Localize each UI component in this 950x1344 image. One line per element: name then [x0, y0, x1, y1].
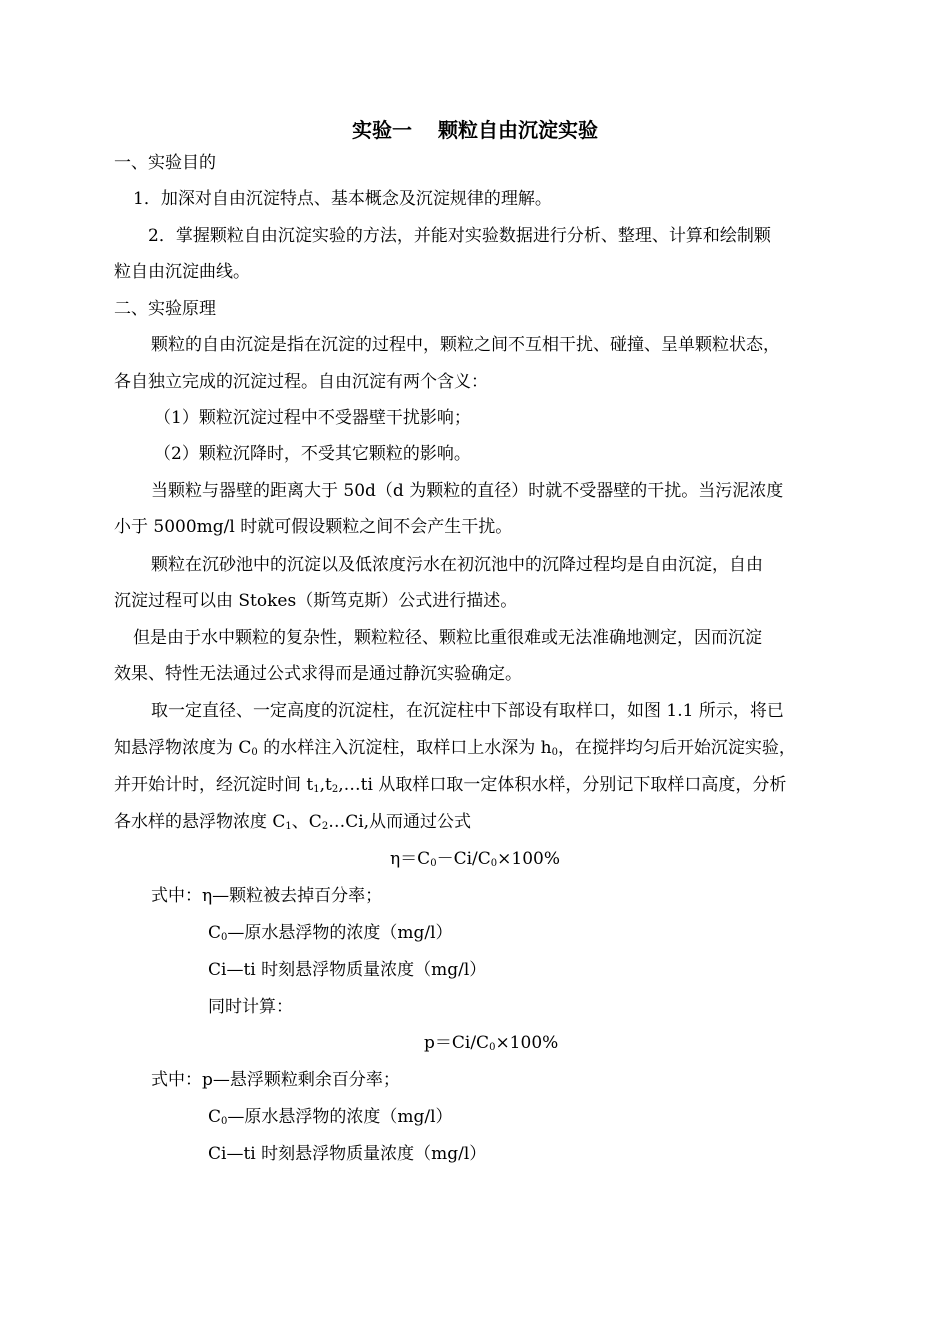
section2-heading: 二、实验原理: [114, 299, 216, 319]
principle-p3-line2: 沉淀过程可以由 Stokes（斯笃克斯）公式进行描述。: [114, 591, 518, 611]
where2-ci: Ci—ti 时刻悬浮物质量浓度（mg/l）: [208, 1144, 487, 1164]
where2-c0: $C_0—$原水悬浮物的浓度（mg/l）: [208, 1107, 453, 1127]
principle-p5-line4: 各水样的悬浮物浓度 $C_1$、$C_2\dots Ci$,从而通过公式: [114, 812, 472, 832]
objective-item-1: 1．加深对自由沉淀特点、基本概念及沉淀规律的理解。: [133, 189, 552, 209]
principle-p5-line1: 取一定直径、一定高度的沉淀柱，在沉淀柱中下部设有取样口，如图 1.1 所示，将已: [151, 701, 784, 721]
principle-p4-line1: 但是由于水中颗粒的复杂性，颗粒粒径、颗粒比重很难或无法准确地测定，因而沉淀: [133, 628, 762, 648]
title-part1: 实验一: [352, 118, 412, 142]
section1-heading: 一、实验目的: [114, 153, 216, 173]
principle-p1-line2: 各自独立完成的沉淀过程。自由沉淀有两个含义：: [114, 372, 488, 392]
condition-2: （2）颗粒沉降时，不受其它颗粒的影响。: [154, 444, 471, 464]
principle-p2-line2: 小于 5000mg/l 时就可假设颗粒之间不会产生干扰。: [114, 517, 513, 537]
where1-eta: 式中：η—颗粒被去掉百分率；: [151, 886, 383, 906]
page-title: [0, 114, 950, 143]
principle-p3-line1: 颗粒在沉砂池中的沉淀以及低浓度污水在初沉池中的沉降过程均是自由沉淀，自由: [151, 555, 763, 575]
principle-p4-line2: 效果、特性无法通过公式求得而是通过静沉实验确定。: [114, 664, 522, 684]
principle-p5-line3: 并开始计时，经沉淀时间 $t_1,t_2,\dots ti$ 从取样口取一定体积水样，分别记下取样口高度，分析: [114, 775, 787, 795]
objective-item-2-line1: 2．掌握颗粒自由沉淀实验的方法，并能对实验数据进行分析、整理、计算和绘制颗: [148, 226, 771, 246]
principle-p1-line1: 颗粒的自由沉淀是指在沉淀的过程中，颗粒之间不互相干扰、碰撞、呈单颗粒状态，: [151, 335, 780, 355]
condition-1: （1）颗粒沉淀过程中不受器壁干扰影响；: [154, 408, 471, 428]
principle-p5-line2: 知悬浮物浓度为 $C_0$ 的水样注入沉淀柱，取样口上水深为 $h_0$，在搅拌均匀后开始沉淀实验，: [114, 738, 796, 758]
principle-p2-line1: 当颗粒与器壁的距离大于 50d（d 为颗粒的直径）时就不受器壁的干扰。当污泥浓度: [151, 481, 784, 501]
also-compute: 同时计算：: [208, 997, 293, 1017]
formula-removal-rate: $\eta=C_0-Ci/C_0\times 100\%$: [390, 849, 560, 869]
where2-p: 式中：p—悬浮颗粒剩余百分率；: [151, 1070, 400, 1090]
where1-c0: $C_0—$原水悬浮物的浓度（mg/l）: [208, 923, 453, 943]
title-part2: 颗粒自由沉淀实验: [438, 118, 598, 142]
where1-ci: Ci—ti 时刻悬浮物质量浓度（mg/l）: [208, 960, 487, 980]
formula-remaining-rate: $p=Ci/C_0\times 100\%$: [424, 1033, 559, 1053]
objective-item-2-line2: 粒自由沉淀曲线。: [114, 262, 250, 282]
